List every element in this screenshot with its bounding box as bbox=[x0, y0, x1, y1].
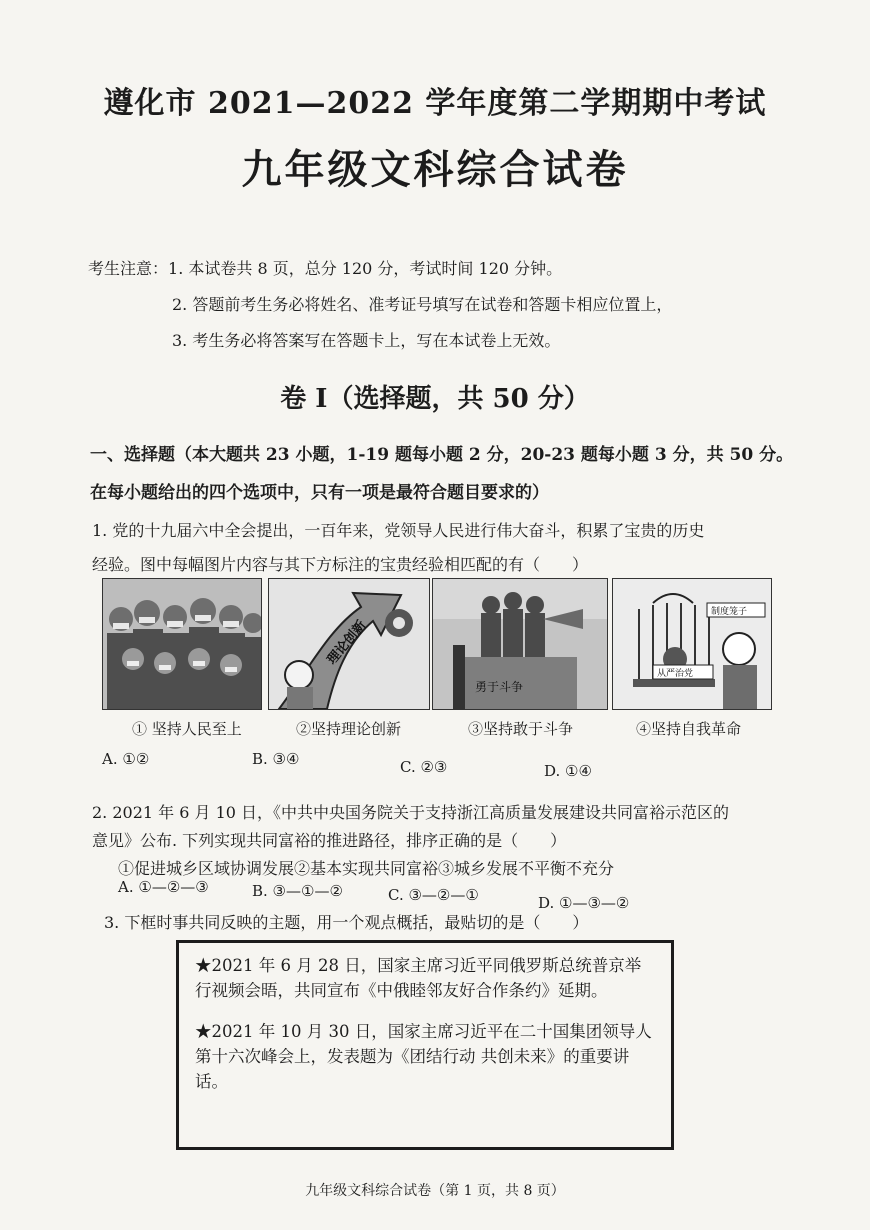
image-self-revolution bbox=[612, 578, 772, 710]
image-theory-innovation bbox=[268, 578, 430, 710]
question-1-images bbox=[102, 578, 770, 708]
q2-option-a: A. ①—②—③ bbox=[118, 878, 209, 896]
image-dare-to-struggle bbox=[432, 578, 608, 710]
q2-option-c: C. ③—②—① bbox=[388, 886, 479, 904]
q1-option-c: C. ②③ bbox=[400, 758, 448, 776]
notice-lead: 考生注意： bbox=[88, 259, 169, 278]
notice-text-1: 1. 本试卷共 8 页，总分 120 分，考试时间 120 分钟。 bbox=[168, 259, 563, 278]
caption-3: ③坚持敢于斗争 bbox=[468, 720, 574, 738]
question-1-line1: 1. 党的十九届六中全会提出，一百年来，党领导人民进行伟大奋斗，积累了宝贵的历史 bbox=[92, 521, 705, 540]
q2-option-b: B. ③—①—② bbox=[252, 882, 343, 900]
caption-1: ① 坚持人民至上 bbox=[132, 720, 242, 738]
q1-option-b: B. ③④ bbox=[252, 750, 300, 768]
question-1-line2: 经验。图中每幅图片内容与其下方标注的宝贵经验相匹配的有（ ） bbox=[92, 555, 589, 574]
q2-option-d: D. ①—③—② bbox=[538, 894, 630, 912]
caption-2: ②坚持理论创新 bbox=[296, 720, 402, 738]
question-2-line1: 2. 2021 年 6 月 10 日，《中共中央国务院关于支持浙江高质量发展建设共同富裕示范区的 bbox=[92, 803, 730, 822]
image-label-cage: 制度笼子 bbox=[711, 607, 748, 617]
section-intro-line1: 一、选择题（本大题共 23 小题，1-19 题每小题 2 分，20-23 题每小题 3 分，共 50 分。 bbox=[90, 445, 794, 465]
section-intro-line2: 在每小题给出的四个选项中，只有一项是最符合题目要求的） bbox=[90, 483, 549, 503]
caption-4: ④坚持自我革命 bbox=[636, 720, 742, 738]
section-title: 卷 I（选择题，共 50 分） bbox=[280, 384, 590, 414]
news-item-1: ★2021 年 6 月 28 日，国家主席习近平同俄罗斯总统普京举行视频会晤，共同宣布《中俄睦邻友好合作条约》延期。 bbox=[195, 956, 642, 1000]
question-2-line3: ①促进城乡区域协调发展②基本实现共同富裕③城乡发展不平衡不充分 bbox=[118, 859, 615, 878]
page-footer: 九年级文科综合试卷（第 1 页，共 8 页） bbox=[305, 1183, 565, 1199]
q1-option-d: D. ①④ bbox=[544, 762, 592, 780]
image-label-struggle: 勇于斗争 bbox=[475, 680, 524, 694]
q1-option-a: A. ①② bbox=[102, 750, 150, 768]
image-people-supreme bbox=[102, 578, 262, 710]
image-label-party: 从严治党 bbox=[657, 669, 694, 679]
notice-item-3: 3. 考生务必将答案写在答题卡上，写在本试卷上无效。 bbox=[172, 331, 561, 350]
news-item-2: ★2021 年 10 月 30 日，国家主席习近平在二十国集团领导人第十六次峰会上，发表题为《团结行动 共创未来》的重要讲话。 bbox=[195, 1022, 652, 1091]
image-label-theory: 理论创新 bbox=[324, 618, 370, 668]
exam-title-line2: 九年级文科综合试卷 bbox=[241, 146, 629, 193]
notice-item-2: 2. 答题前考生务必将姓名、准考证号填写在试卷和答题卡相应位置上， bbox=[172, 295, 673, 314]
notice-item-1 bbox=[88, 256, 562, 279]
exam-title-line1: 遵化市 2021—2022 学年度第二学期期中考试 bbox=[103, 86, 767, 121]
news-box bbox=[176, 940, 674, 1150]
question-3-stem: 3. 下框时事共同反映的主题，用一个观点概括，最贴切的是（ ） bbox=[104, 913, 589, 932]
question-2-line2: 意见》公布. 下列实现共同富裕的推进路径，排序正确的是（ ） bbox=[92, 831, 567, 850]
